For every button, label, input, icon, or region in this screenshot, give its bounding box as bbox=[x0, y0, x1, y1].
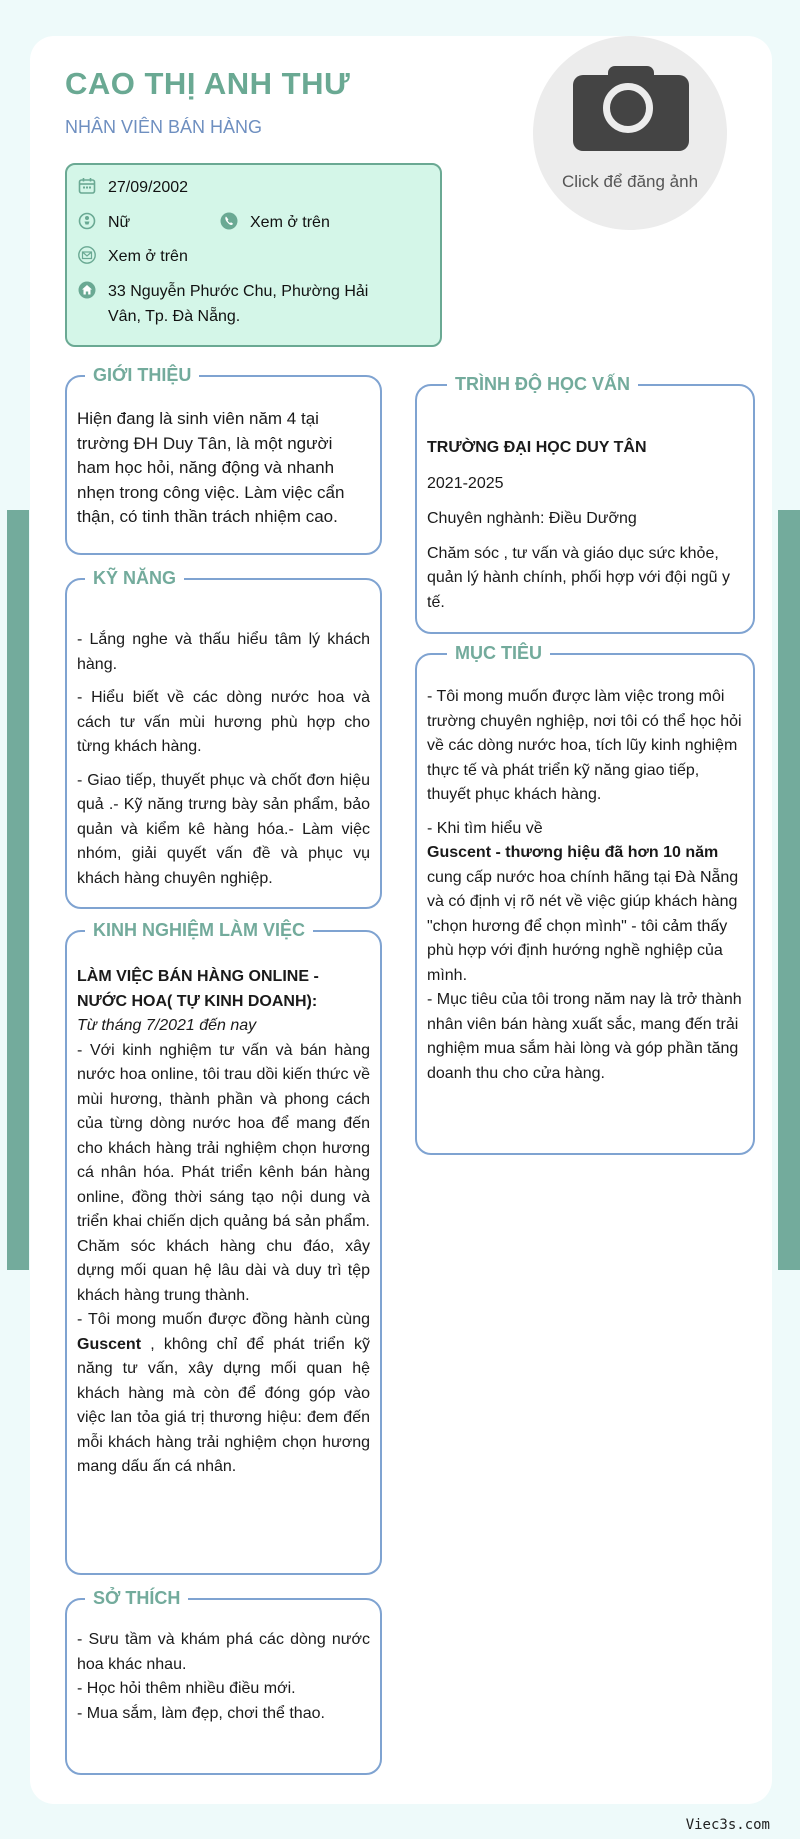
goals-section bbox=[415, 643, 755, 1155]
email-value: Xem ở trên bbox=[108, 248, 188, 265]
hobbies-title: SỞ THÍCH bbox=[85, 1586, 188, 1610]
photo-upload-label: Click để đăng ảnh bbox=[561, 172, 699, 191]
skills-section bbox=[65, 568, 382, 909]
hobbies-list bbox=[77, 1628, 370, 1726]
gender-row bbox=[77, 210, 130, 235]
birthday-row bbox=[77, 175, 188, 200]
experience-body bbox=[77, 965, 370, 1480]
goal-brand: Guscent - thương hiệu đã hơn 10 năm bbox=[427, 844, 719, 861]
email-row bbox=[77, 244, 188, 269]
education-body bbox=[427, 436, 743, 615]
address-value: 33 Nguyễn Phước Chu, Phường Hải Vân, Tp. Đà Nẵng. bbox=[108, 283, 369, 325]
camera-lens-icon bbox=[603, 83, 653, 133]
goal-paragraph: - Tôi mong muốn được làm việc trong môi trường chuyên nghiệp, nơi tôi có thể học hỏi về các dòng nước hoa, tích lũy kinh nghiệm thực tế và phát triển kỹ năng giao tiếp, thuyết phục khách hàng. bbox=[427, 688, 742, 803]
aspiration-prefix: - Tôi mong muốn được đồng hành cùng bbox=[77, 1311, 370, 1328]
gender-value: Nữ bbox=[108, 214, 131, 231]
education-section bbox=[415, 374, 755, 634]
goal-paragraph: cung cấp nước hoa chính hãng tại Đà Nẵng và có định vị rõ nét về việc giúp khách hàng "chọn hương để chọn mình" - tôi cảm thấy phù hợp với định hướng nghề nghiệp của mình. bbox=[427, 868, 739, 984]
skills-title: KỸ NĂNG bbox=[85, 566, 184, 590]
experience-aspiration bbox=[77, 1308, 370, 1480]
education-description: Chăm sóc , tư vấn và giáo dục sức khỏe, quản lý hành chính, phối hợp với đội ngũ y tế. bbox=[427, 544, 730, 611]
hobby-item: - Học hỏi thêm nhiều điều mới. bbox=[77, 1680, 296, 1697]
experience-description: - Với kinh nghiệm tư vấn và bán hàng nước hoa online, tôi trau dồi kiến thức về mùi hương, thành phần và phong cách của từng dòng nước hoa để mang đến cho khách hàng trải nghiệm chọn hương cá nhân hóa. Phát triển kênh bán hàng online, đồng thời sáng tạo nội dung và triển khai chiến dịch quảng bá sản phẩm. Chăm sóc khách hàng chu đáo, xây dựng mối quan hệ lâu dài và duy trì tệp khách hàng trung thành. bbox=[77, 1041, 370, 1304]
experience-title: KINH NGHIỆM LÀM VIỆC bbox=[85, 918, 313, 942]
goals-body bbox=[427, 685, 743, 1086]
experience-period: Từ tháng 7/2021 đến nay bbox=[77, 1017, 257, 1034]
skill-item: - Giao tiếp, thuyết phục và chốt đơn hiệu quả .- Kỹ năng trưng bày sản phẩm, bảo quản và kiểm kê hàng hóa.- Làm việc nhóm, giải quyết vấn đề và phục vụ khách hàng chuyên nghiệp. bbox=[77, 771, 370, 887]
education-school: TRƯỜNG ĐẠI HỌC DUY TÂN bbox=[427, 439, 647, 456]
experience-section bbox=[65, 920, 382, 1575]
skill-item: - Lắng nghe và thấu hiểu tâm lý khách hàng. bbox=[77, 631, 370, 673]
gender-icon bbox=[77, 211, 97, 231]
contact-box bbox=[65, 163, 442, 347]
hobby-item: - Mua sắm, làm đẹp, chơi thể thao. bbox=[77, 1704, 325, 1722]
intro-section bbox=[65, 365, 382, 555]
photo-upload[interactable] bbox=[533, 36, 727, 230]
experience-role: LÀM VIỆC BÁN HÀNG ONLINE - NƯỚC HOA( TỰ KINH DOANH): bbox=[77, 968, 319, 1010]
phone-value: Xem ở trên bbox=[250, 214, 330, 231]
email-icon bbox=[77, 245, 97, 265]
goal-paragraph: - Mục tiêu của tôi trong năm nay là trở thành nhân viên bán hàng xuất sắc, mang đến trải nghiệm mua sắm hài lòng và góp phần tăng doanh thu cho cửa hàng. bbox=[427, 991, 742, 1082]
watermark: Viec3s.com bbox=[685, 1817, 770, 1833]
address-row bbox=[77, 279, 377, 329]
education-title: TRÌNH ĐỘ HỌC VẤN bbox=[447, 372, 638, 396]
home-icon bbox=[77, 280, 97, 300]
goal-intro: - Khi tìm hiểu về bbox=[427, 819, 543, 837]
phone-row bbox=[219, 210, 330, 235]
education-years: 2021-2025 bbox=[427, 474, 504, 492]
aspiration-suffix: , không chỉ để phát triển kỹ năng tư vấn, xây dựng mối quan hệ khách hàng mà còn để đóng góp vào việc lan tỏa giá trị thương hiệu: đem đến mỗi khách hàng trải nghiệm chọn hương mang dấu ấn cá nhân. bbox=[77, 1335, 370, 1475]
phone-icon bbox=[219, 211, 239, 231]
intro-title: GIỚI THIỆU bbox=[85, 363, 199, 387]
birthday-value: 27/09/2002 bbox=[108, 179, 189, 196]
job-title: NHÂN VIÊN BÁN HÀNG bbox=[65, 117, 263, 137]
skill-item: - Hiểu biết về các dòng nước hoa và cách tư vấn mùi hương phù hợp cho từng khách hàng. bbox=[77, 689, 370, 755]
hobby-item: - Sưu tầm và khám phá các dòng nước hoa khác nhau. bbox=[77, 1631, 370, 1673]
candidate-name: CAO THỊ ANH THƯ bbox=[65, 66, 351, 101]
calendar-icon bbox=[77, 176, 97, 196]
left-accent-bar bbox=[7, 510, 29, 1270]
right-accent-bar bbox=[778, 510, 800, 1270]
hobbies-section bbox=[65, 1588, 382, 1775]
aspiration-brand: Guscent bbox=[77, 1335, 142, 1353]
intro-text: Hiện đang là sinh viên năm 4 tại trường ĐH Duy Tân, là một người ham học hỏi, năng động và nhanh nhẹn trong công việc. Làm việc cẩn thận, có tinh thần trách nhiệm cao. bbox=[77, 409, 345, 526]
goals-title: MỤC TIÊU bbox=[447, 641, 550, 665]
education-major: Chuyên nghành: Điều Dưỡng bbox=[427, 510, 637, 527]
skills-list bbox=[77, 628, 370, 891]
